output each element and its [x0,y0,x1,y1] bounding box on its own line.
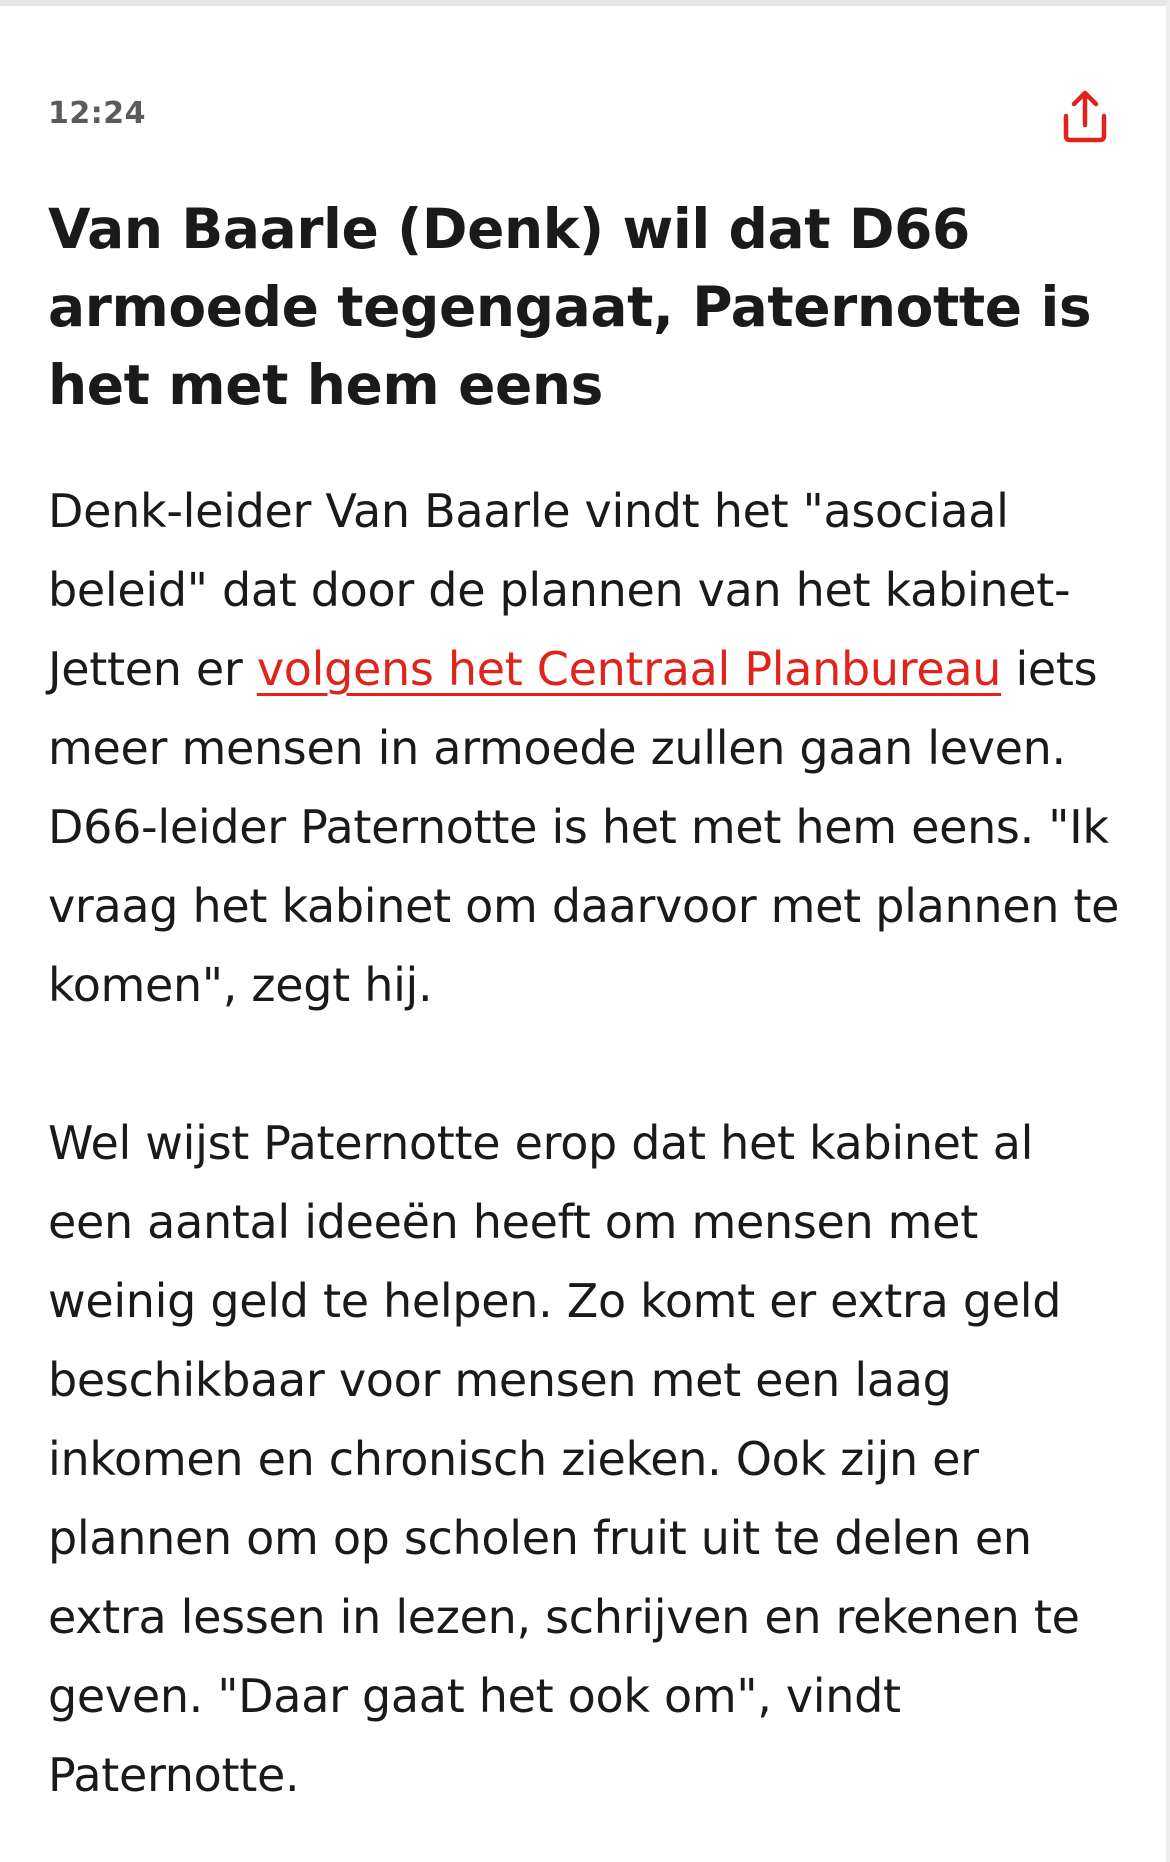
headline: Van Baarle (Denk) wil dat D66 armoede tegengaat, Paternotte is het met hem eens [48,197,1092,417]
share-icon [1057,89,1113,145]
right-edge-divider [1166,0,1170,1862]
share-button[interactable] [1054,86,1116,148]
body-paragraph-2: Wel wijst Paternotte erop dat het kabinet al een aantal ideeën heeft om mensen met weinig geld te helpen. Zo komt er extra geld beschikbaar voor mensen met een laag inkomen en chronisch zieken. Ook zijn er plannen om op scholen fruit uit te delen en extra lessen in lezen, schrijven en rekenen te geven. "Daar gaat het ook om", vindt Paternotte. [48,1116,1080,1802]
body-paragraph-1 [48,472,1122,1025]
top-divider [0,0,1170,6]
paragraph-text: iets meer mensen in armoede zullen gaan leven. D66-leider Paternotte is het met hem eens. "Ik vraag het kabinet om daarvoor met plannen te komen", zegt hij. [48,642,1120,1012]
paragraph-text: Denk-leider Van Baarle vindt het "asociaal beleid" dat door de plannen van het kabinet-Jetten er [48,484,1071,696]
cpb-link[interactable]: volgens het Centraal Planbureau [256,642,1002,696]
timestamp: 12:24 [48,96,146,131]
live-blog-item [48,86,1122,1815]
item-header [48,86,1122,146]
